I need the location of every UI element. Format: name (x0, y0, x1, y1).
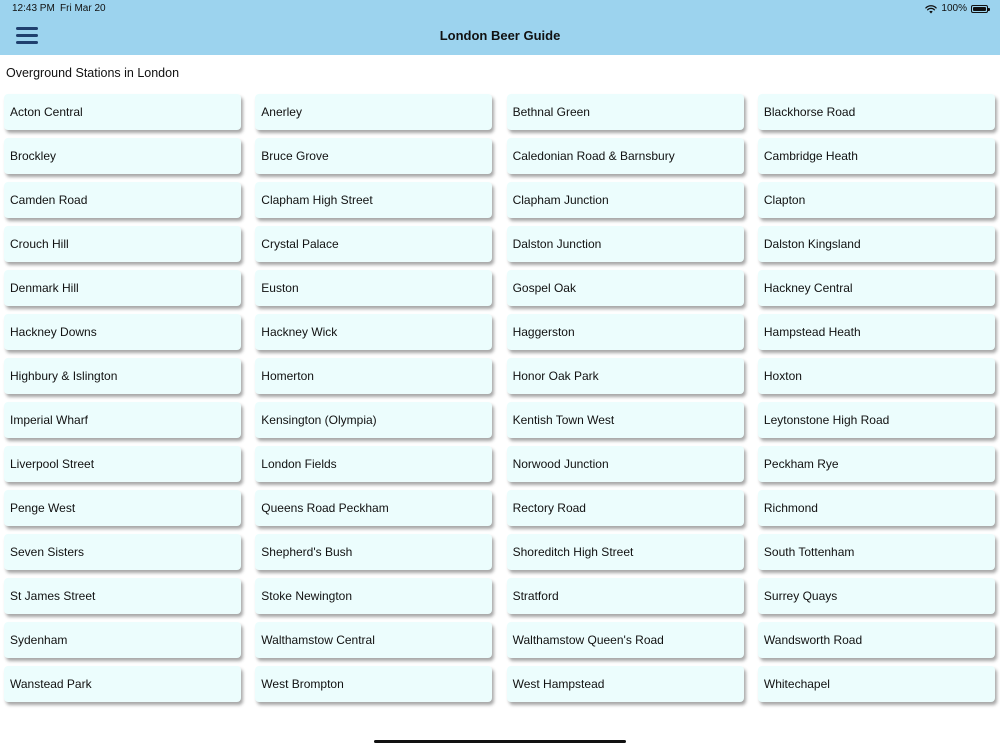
station-button[interactable]: Euston (255, 270, 492, 306)
station-button[interactable]: South Tottenham (758, 534, 995, 570)
station-button[interactable]: Clapton (758, 182, 995, 218)
station-button[interactable]: Wandsworth Road (758, 622, 995, 658)
station-button[interactable]: Queens Road Peckham (255, 490, 492, 526)
status-time: 12:43 PM (12, 3, 55, 14)
station-button[interactable]: Shepherd's Bush (255, 534, 492, 570)
station-button[interactable]: Wanstead Park (4, 666, 241, 702)
station-button[interactable]: Bruce Grove (255, 138, 492, 174)
home-indicator[interactable] (374, 740, 626, 743)
station-button[interactable]: Leytonstone High Road (758, 402, 995, 438)
status-indicators (925, 3, 988, 14)
station-button[interactable]: Anerley (255, 94, 492, 130)
station-button[interactable]: Homerton (255, 358, 492, 394)
station-button[interactable]: Brockley (4, 138, 241, 174)
station-button[interactable]: Surrey Quays (758, 578, 995, 614)
station-button[interactable]: Norwood Junction (507, 446, 744, 482)
station-button[interactable]: Walthamstow Queen's Road (507, 622, 744, 658)
station-button[interactable]: Sydenham (4, 622, 241, 658)
station-button[interactable]: Blackhorse Road (758, 94, 995, 130)
station-button[interactable]: Clapham Junction (507, 182, 744, 218)
station-button[interactable]: Clapham High Street (255, 182, 492, 218)
page-title: London Beer Guide (439, 28, 561, 43)
station-button[interactable]: Bethnal Green (507, 94, 744, 130)
station-button[interactable]: Hackney Downs (4, 314, 241, 350)
station-button[interactable]: Stoke Newington (255, 578, 492, 614)
station-button[interactable]: Denmark Hill (4, 270, 241, 306)
station-button[interactable]: Imperial Wharf (4, 402, 241, 438)
station-button[interactable]: Kensington (Olympia) (255, 402, 492, 438)
station-button[interactable]: Shoreditch High Street (507, 534, 744, 570)
station-button[interactable]: Haggerston (507, 314, 744, 350)
station-button[interactable]: Stratford (507, 578, 744, 614)
station-button[interactable]: Hoxton (758, 358, 995, 394)
station-button[interactable]: Honor Oak Park (507, 358, 744, 394)
station-button[interactable]: Liverpool Street (4, 446, 241, 482)
station-button[interactable]: Hackney Central (758, 270, 995, 306)
navigation-bar (0, 0, 1000, 55)
station-button[interactable]: St James Street (4, 578, 241, 614)
station-button[interactable]: Kentish Town West (507, 402, 744, 438)
station-button[interactable]: Highbury & Islington (4, 358, 241, 394)
station-button[interactable]: Penge West (4, 490, 241, 526)
station-button[interactable]: Hackney Wick (255, 314, 492, 350)
station-button[interactable]: Peckham Rye (758, 446, 995, 482)
station-button[interactable]: Caledonian Road & Barnsbury (507, 138, 744, 174)
station-grid (4, 94, 998, 702)
station-button[interactable]: Cambridge Heath (758, 138, 995, 174)
wifi-icon (925, 4, 937, 14)
section-title: Overground Stations in London (6, 66, 180, 80)
station-button[interactable]: Camden Road (4, 182, 241, 218)
station-button[interactable]: Dalston Junction (507, 226, 744, 262)
station-button[interactable]: West Brompton (255, 666, 492, 702)
station-button[interactable]: Acton Central (4, 94, 241, 130)
station-button[interactable]: Walthamstow Central (255, 622, 492, 658)
battery-icon (971, 5, 988, 13)
station-button[interactable]: London Fields (255, 446, 492, 482)
status-date: Fri Mar 20 (60, 3, 106, 14)
station-button[interactable]: Rectory Road (507, 490, 744, 526)
battery-percent: 100% (941, 3, 967, 14)
station-button[interactable]: Crouch Hill (4, 226, 241, 262)
station-button[interactable]: Dalston Kingsland (758, 226, 995, 262)
station-button[interactable]: Seven Sisters (4, 534, 241, 570)
station-button[interactable]: Crystal Palace (255, 226, 492, 262)
station-button[interactable]: Whitechapel (758, 666, 995, 702)
station-button[interactable]: Gospel Oak (507, 270, 744, 306)
station-button[interactable]: West Hampstead (507, 666, 744, 702)
station-button[interactable]: Richmond (758, 490, 995, 526)
station-button[interactable]: Hampstead Heath (758, 314, 995, 350)
